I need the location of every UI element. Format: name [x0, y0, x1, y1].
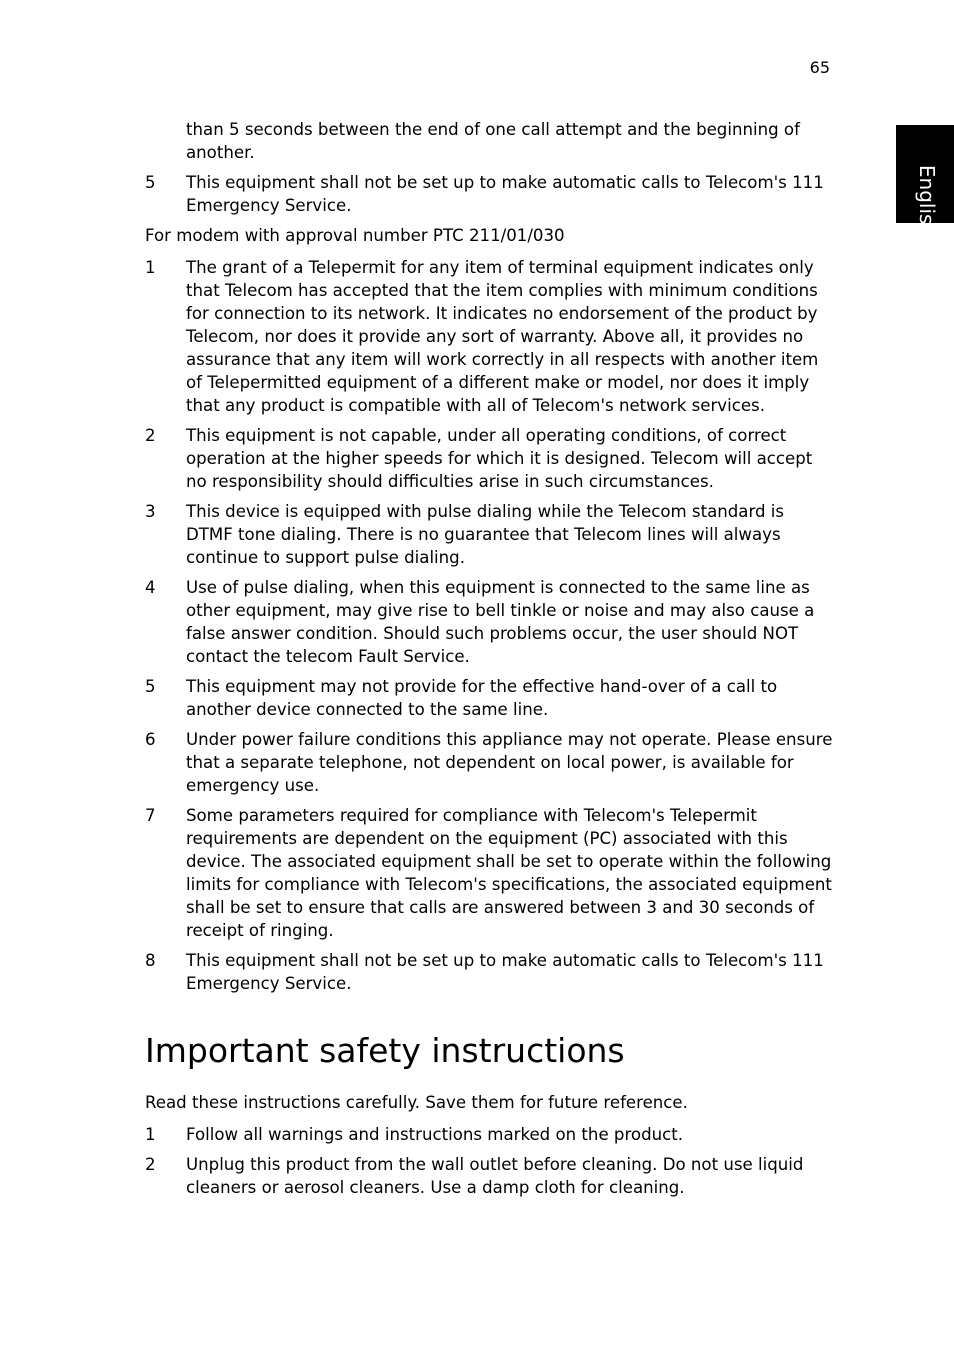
item-text: This equipment shall not be set up to make automatic calls to Telecom's 111 Emergency Service. — [186, 951, 824, 993]
item-text: Under power failure conditions this appliance may not operate. Please ensure that a separate telephone, not dependent on local power, is available for emergency use. — [186, 730, 833, 795]
item-number: 5 — [145, 677, 156, 696]
list-item — [145, 949, 835, 995]
list-item — [145, 1123, 835, 1146]
list-item — [145, 171, 835, 217]
item-text: Use of pulse dialing, when this equipment is connected to the same line as other equipment, may give rise to bell tinkle or noise and may also cause a false answer condition. Should such problems occur, the user should NOT contact the telecom Fault Service. — [186, 578, 815, 666]
item-text: The grant of a Telepermit for any item of terminal equipment indicates only that Telecom has accepted that the item complies with minimum conditions for connection to its network. It indicates no endorsement of the product by Telecom, nor does it provide any sort of warranty. Above all, it provides no assurance that any item will work correctly in all respects with another item of Telepermitted equipment of a different make or model, nor does it imply that any product is compatible with all of Telecom's network services. — [186, 258, 819, 415]
item-number: 2 — [145, 1155, 156, 1174]
item-number: 4 — [145, 578, 156, 597]
item-number: 5 — [145, 173, 156, 192]
item-number: 7 — [145, 806, 156, 825]
language-tab — [896, 125, 954, 238]
item-text: This equipment is not capable, under all operating conditions, of correct operation at the higher speeds for which it is designed. Telecom will accept no responsibility should difficulties arise in such circumstances. — [186, 426, 813, 491]
page-number: 65 — [809, 58, 830, 77]
item-number: 2 — [145, 426, 156, 445]
list-item — [145, 804, 835, 942]
page-content — [145, 118, 835, 1206]
list-item — [145, 1153, 835, 1199]
item-number: 8 — [145, 951, 156, 970]
item-number: 6 — [145, 730, 156, 749]
list-item — [145, 256, 835, 417]
modem-intro: For modem with approval number PTC 211/01/030 — [145, 226, 565, 245]
item-text: Unplug this product from the wall outlet before cleaning. Do not use liquid cleaners or aerosol cleaners. Use a damp cloth for cleaning. — [186, 1155, 804, 1197]
list-item — [145, 675, 835, 721]
continued-text: than 5 seconds between the end of one call attempt and the beginning of another. — [186, 120, 800, 162]
list-item — [145, 424, 835, 493]
item-text: This equipment may not provide for the effective hand-over of a call to another device connected to the same line. — [186, 677, 778, 719]
list-item — [145, 728, 835, 797]
list-item — [145, 576, 835, 668]
language-tab-label: English — [915, 164, 939, 238]
item-number: 1 — [145, 1125, 156, 1144]
safety-intro: Read these instructions carefully. Save them for future reference. — [145, 1093, 688, 1112]
item-number: 3 — [145, 502, 156, 521]
item-number: 1 — [145, 258, 156, 277]
list-item — [145, 500, 835, 569]
item-text: Follow all warnings and instructions marked on the product. — [186, 1125, 684, 1144]
section-heading: Important safety instructions — [145, 1031, 625, 1070]
item-text: This device is equipped with pulse dialing while the Telecom standard is DTMF tone dialing. There is no guarantee that Telecom lines will always continue to support pulse dialing. — [186, 502, 785, 567]
item-text: Some parameters required for compliance with Telecom's Telepermit requirements are dependent on the equipment (PC) associated with this device. The associated equipment shall be set to operate within the following limits for compliance with Telecom's specifications, the associated equipment shall be set to ensure that calls are answered between 3 and 30 seconds of receipt of ringing. — [186, 806, 832, 940]
item-text: This equipment shall not be set up to make automatic calls to Telecom's 111 Emergency Service. — [186, 173, 824, 215]
